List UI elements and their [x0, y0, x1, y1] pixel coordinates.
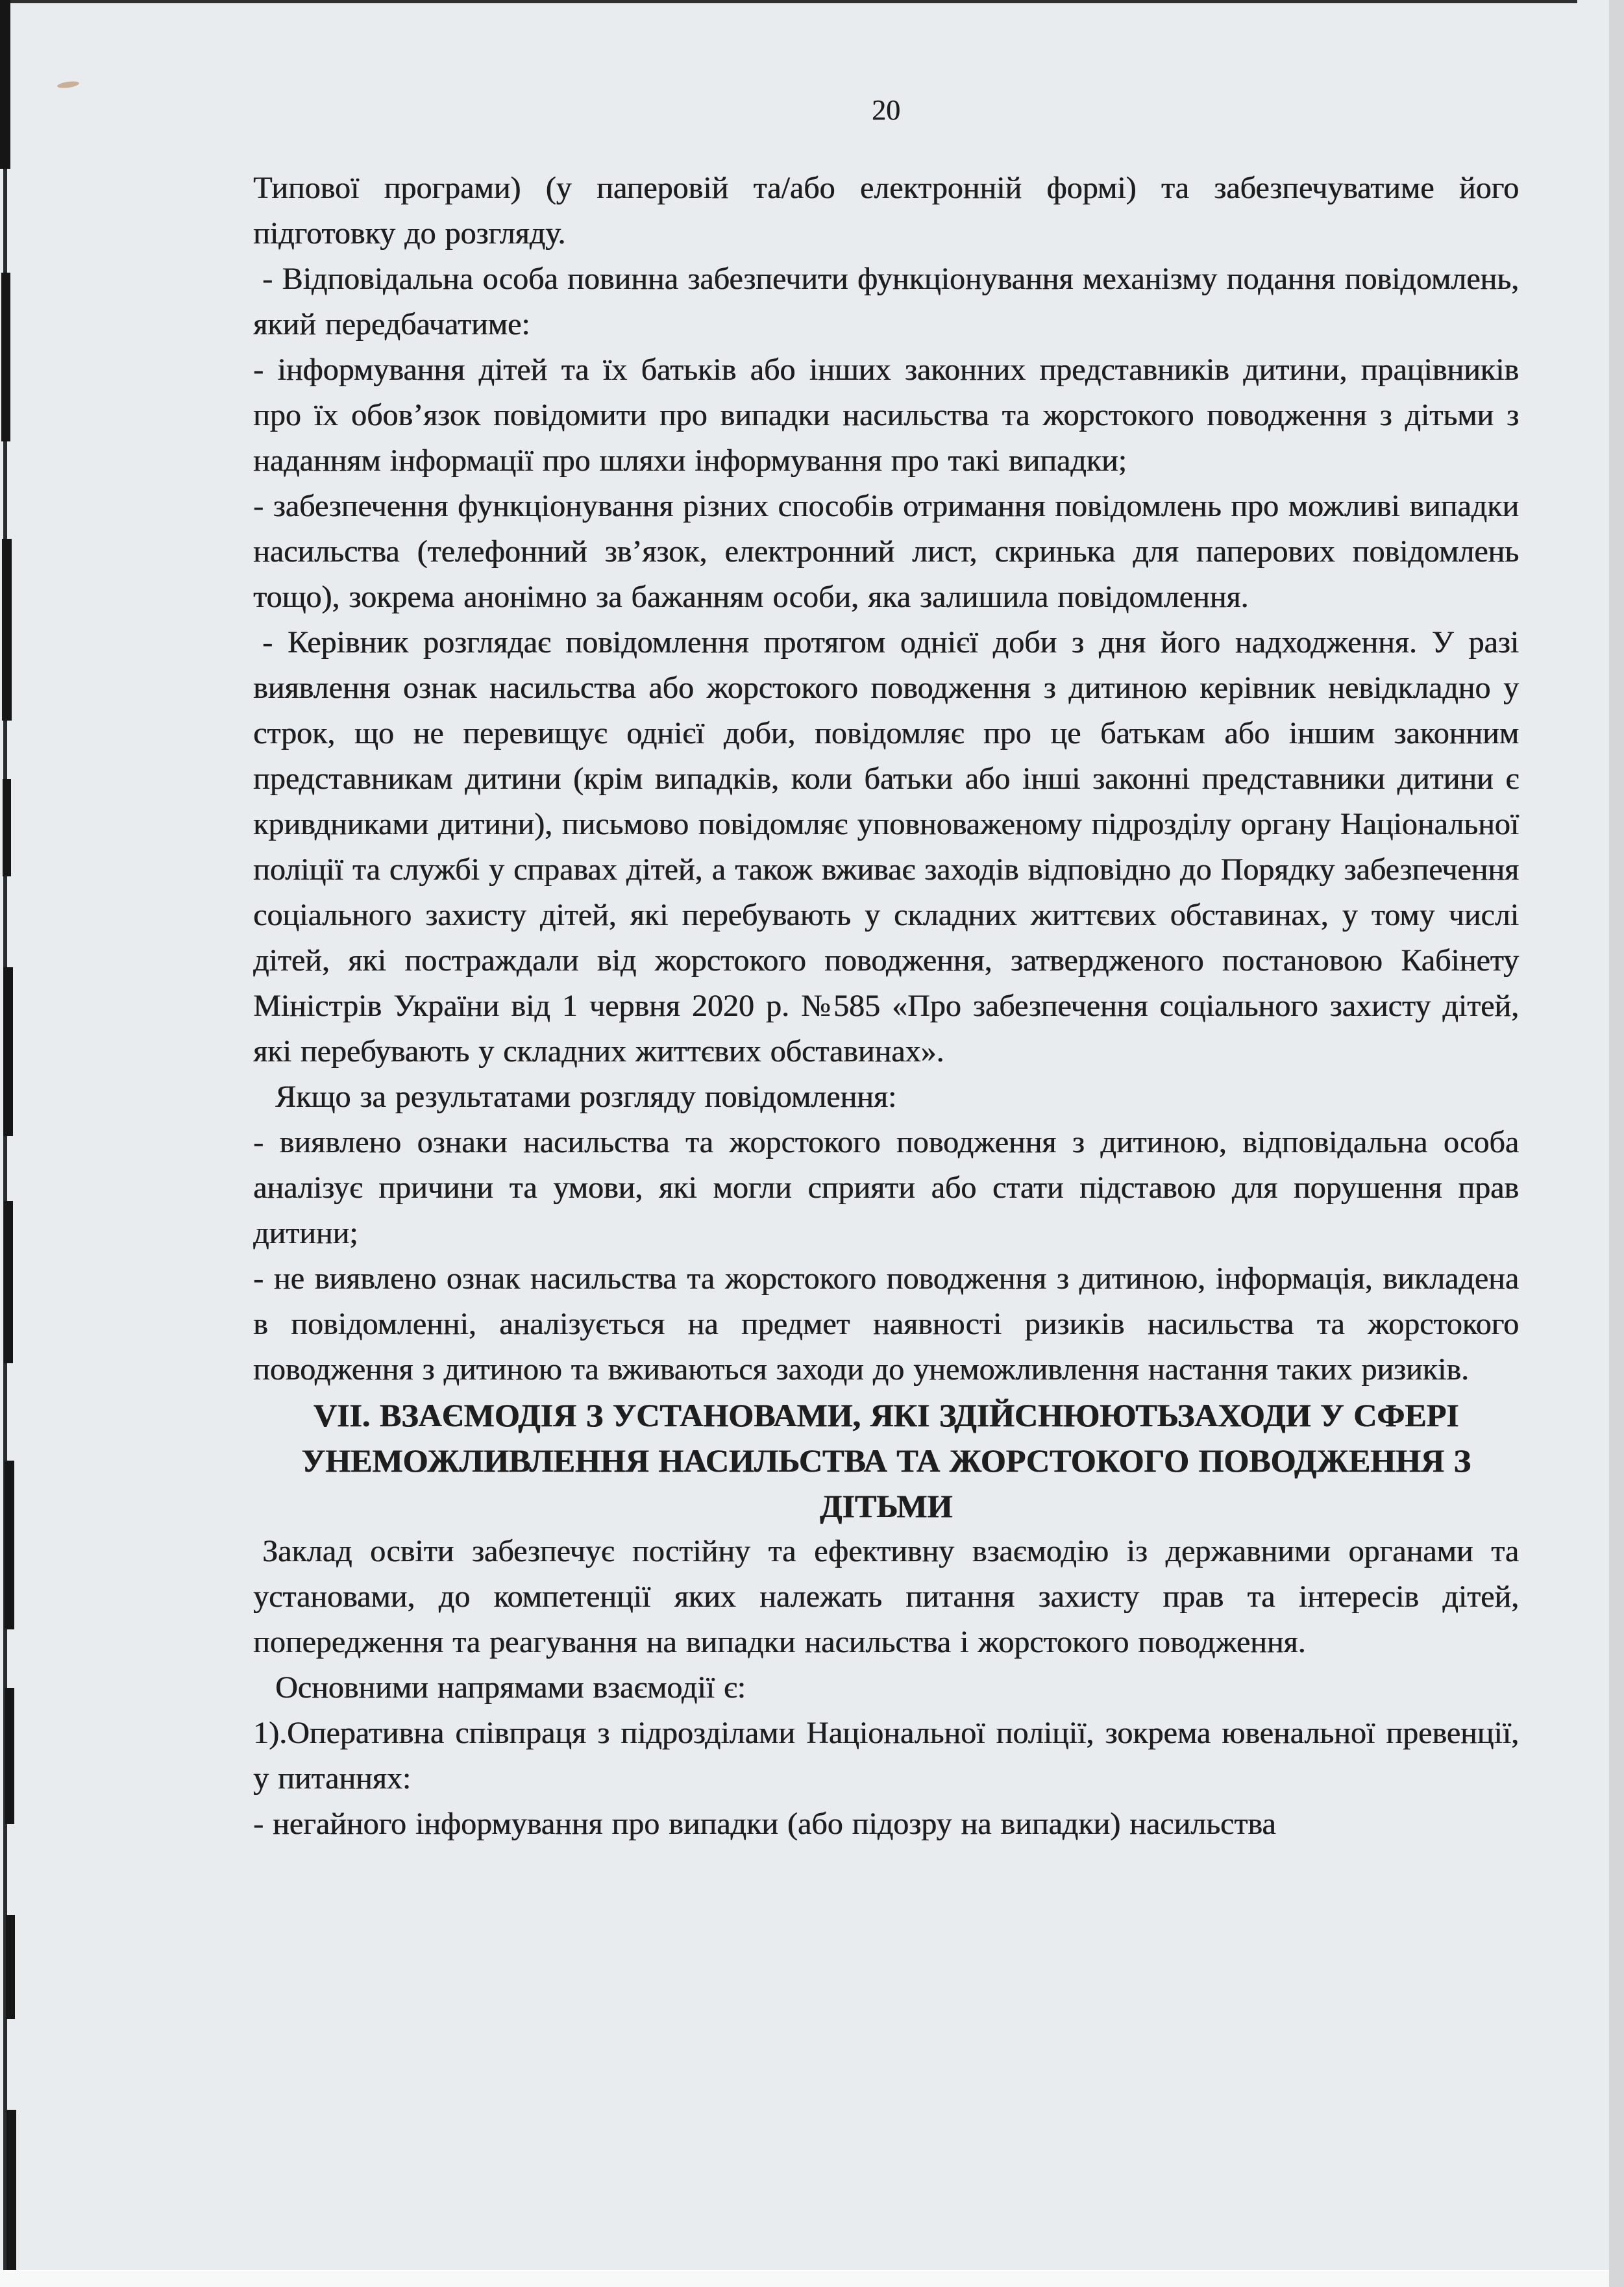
paragraph: - забезпечення функціонування різних способів отримання повідомлень про можливі випадки насильства (телефонний зв’язок, електронний лист, скринька для паперових повідомлень тощо), зокрема анонімно за бажанням особи, яка залишила повідомлення.: [253, 489, 1519, 614]
paragraph: Основними напрямами взаємодії є:: [275, 1670, 746, 1705]
scan-edge-artifact: [6, 2110, 16, 2287]
page-content: [253, 91, 1519, 1847]
paragraph: Типової програми) (у паперовій та/або електронній формі) та забезпечуватиме його підготовку до розгляду.: [253, 171, 1519, 251]
scan-edge-artifact: [3, 967, 13, 1136]
scan-edge-artifact: [3, 779, 11, 876]
document-text: [253, 166, 1519, 1847]
paragraph: Якщо за результатами розгляду повідомлення:: [275, 1080, 897, 1114]
paragraph: - Керівник розглядає повідомлення протягом однієї доби з дня його надходження. У разі виявлення ознак насильства або жорстокого поводження з дитиною керівник невідкладно у строк, що не перевищує однієї доби, повідомляє про це батькам або іншим законним представникам дитини (крім випадків, коли батьки або інші законні представники дитини є кривдниками дитини), письмово повідомляє уповноваженому підрозділу органу Національної поліції та службі у справах дітей, а також вживає заходів відповідно до Порядку забезпечення соціального захисту дітей, які перебувають у складних життєвих обставинах, у тому числі дітей, які постраждали від жорстокого поводження, затвердженого постановою Кабінету Міністрів України від 1 червня 2020 р. №585 «Про забезпечення соціального захисту дітей, які перебувають у складних життєвих обставинах».: [253, 625, 1519, 1069]
scan-edge-artifact: [4, 1201, 13, 1363]
scan-edge-artifact: [0, 0, 10, 169]
scan-edge-artifact: [5, 1461, 14, 1629]
scan-edge-top: [0, 0, 1577, 3]
paragraph: - виявлено ознаки насильства та жорстокого поводження з дитиною, відповідальна особа аналізує причини та умови, які могли сприяти або стати підставою для порушення прав дитини;: [253, 1125, 1519, 1250]
paragraph: 1).Оперативна співпраця з підрозділами Національної поліції, зокрема ювенальної превенції, у питаннях:: [253, 1716, 1519, 1796]
paragraph: - інформування дітей та їх батьків або інших законних представників дитини, працівників про їх обов’язок повідомити про випадки насильства та жорстокого поводження з дітьми з наданням інформації про шляхи інформування про такі випадки;: [253, 352, 1519, 478]
paragraph: Заклад освіти забезпечує постійну та ефективну взаємодію із державними органами та установами, до компетенції яких належать питання захисту прав та інтересів дітей, попередження та реагування на випадки насильства і жорстокого поводження.: [253, 1534, 1519, 1659]
scan-edge-artifact: [1, 273, 10, 441]
scan-edge-bottom: [0, 2270, 1609, 2287]
paragraph: - не виявлено ознак насильства та жорстокого поводження з дитиною, інформація, викладена в повідомленні, аналізується на предмет наявності ризиків насильства та жорстокого поводження з дитиною та вживаються заходи до унеможливлення настання таких ризиків.: [253, 1261, 1519, 1387]
scan-edge-artifact: [5, 1688, 14, 1824]
scan-edge-artifact: [2, 539, 12, 721]
page-number: 20: [872, 94, 900, 126]
paragraph: - негайного інформування про випадки (або підозру на випадки) насильства: [253, 1807, 1276, 1841]
scan-edge-left: [0, 0, 17, 2287]
scan-edge-artifact: [6, 1915, 15, 2019]
paper-speck: [57, 80, 80, 90]
paragraph: - Відповідальна особа повинна забезпечити функціонування механізму подання повідомлень, який передбачатиме:: [253, 262, 1519, 341]
section-heading: VII. ВЗАЄМОДІЯ З УСТАНОВАМИ, ЯКІ ЗДІЙСНЮЮТЬЗАХОДИ У СФЕРІ УНЕМОЖЛИВЛЕННЯ НАСИЛЬСТВА ТА ЖОРСТОКОГО ПОВОДЖЕННЯ З ДІТЬМИ: [301, 1397, 1471, 1524]
scan-margin-right: [1609, 0, 1624, 2287]
